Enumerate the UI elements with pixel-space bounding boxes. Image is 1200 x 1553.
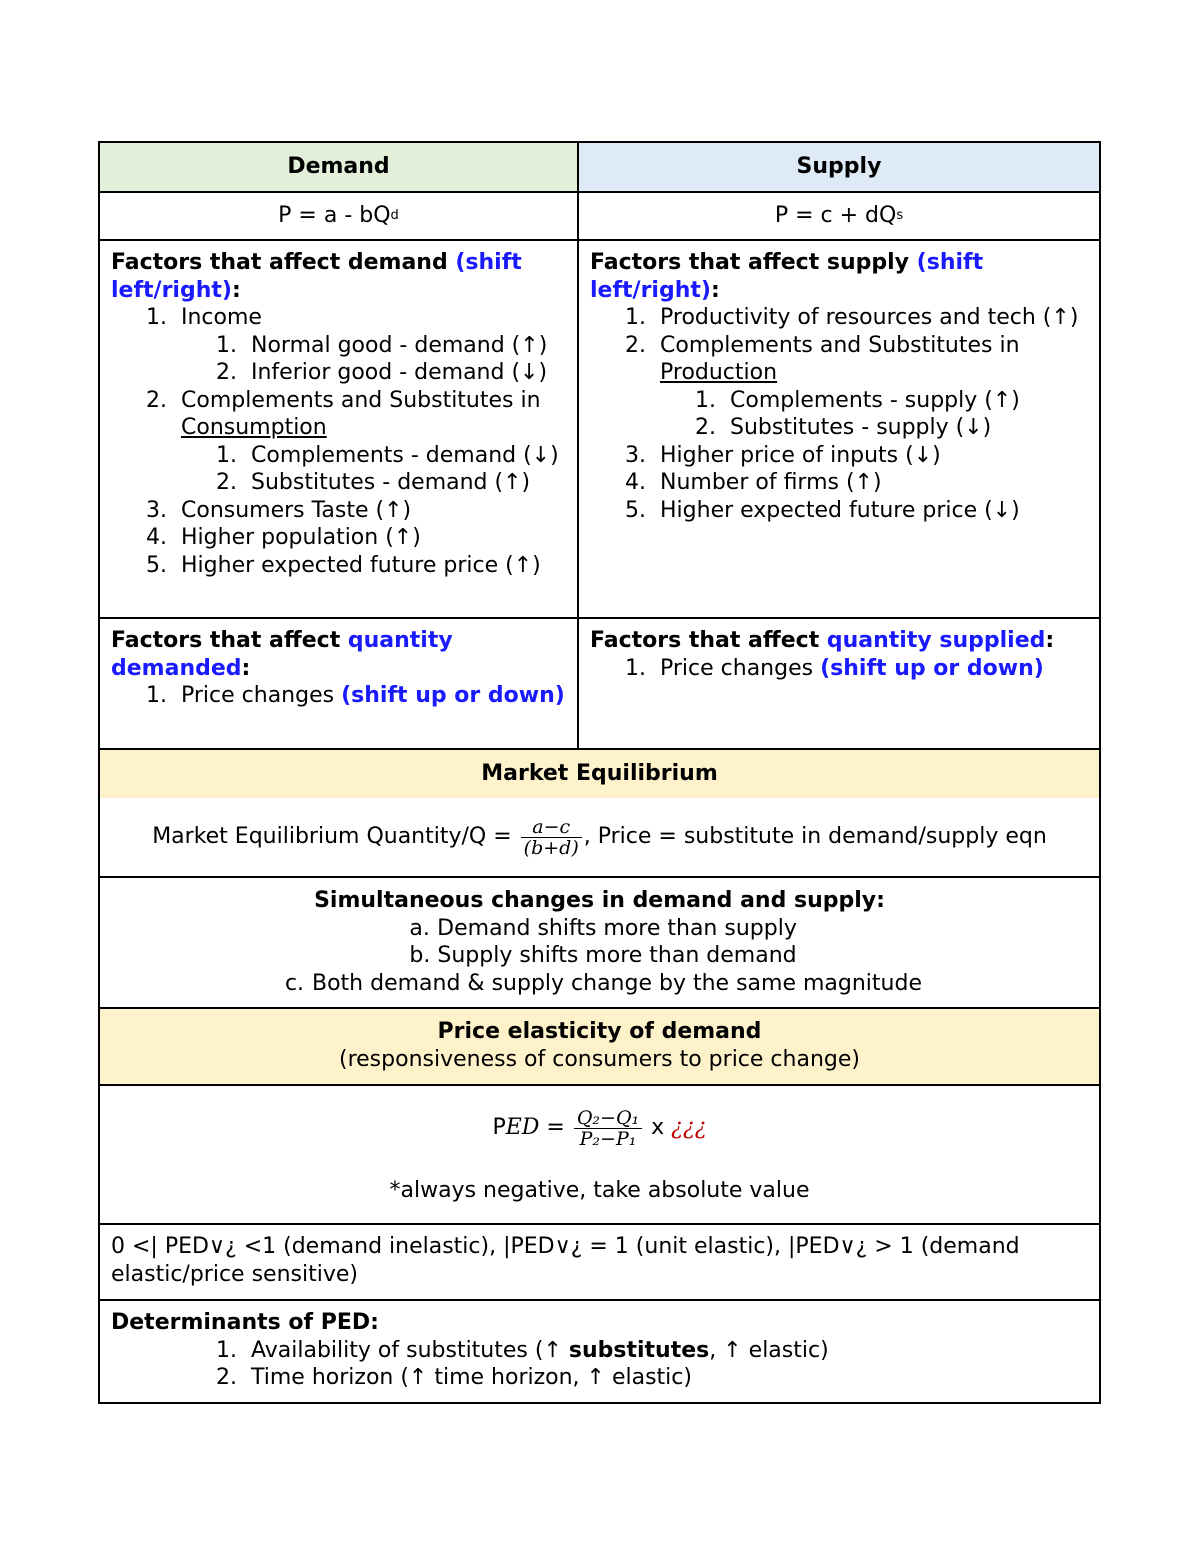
list-number: 2. [216,360,237,385]
list-number: 4. [625,470,646,495]
list-text: Complements and Substitutes in [181,387,541,413]
market-eq-suffix: , Price = substitute in demand/supply eqn [583,824,1047,850]
list-number: 2. [695,415,716,440]
fraction-denominator: P₂−P₁ [579,1127,637,1150]
simultaneous-changes [100,878,1099,1007]
simultaneous-row [100,876,1099,1007]
list-text: Availability of substitutes (↑ [251,1337,569,1363]
ped-ranges-row [100,1223,1099,1299]
list-underlined-text: Production [660,360,778,385]
list-number: 1. [216,442,237,468]
demand-formula-sub: d [390,208,399,224]
ped-header-row [100,1007,1099,1084]
list-number: 1. [695,387,716,413]
ped-formula-cell [100,1086,1099,1223]
determinants-row [100,1299,1099,1402]
fraction-numerator: Q₂−Q₁ [574,1108,642,1129]
demand-formula [100,193,579,239]
list-underlined-text: Consumption [181,415,327,440]
fraction-numerator: a−c [521,817,582,838]
demand-factors-title [111,249,567,304]
demand-factors [100,241,579,617]
quantity-demanded-factors [100,619,579,748]
ped-header [100,1009,1099,1084]
market-eq-header-row [100,748,1099,796]
list-blue-text: (shift up or down) [820,655,1044,681]
supply-shift-note: (shift left/right) [590,250,984,303]
list-text: Demand shifts more than supply [437,915,797,941]
list-item [146,497,567,525]
list-number: 5. [625,497,646,523]
quantity-factors-row [100,617,1099,748]
list-text: Complements - supply (↑) [730,387,1020,413]
list-item [216,1364,1089,1392]
list-text: Higher expected future price (↑) [181,552,541,578]
demand-header: Demand [100,143,579,191]
list-number: 1. [625,305,646,330]
qs-title [590,627,1089,655]
list-item [625,332,1089,387]
list-number: 2. [216,470,237,495]
ped-formula-row [100,1084,1099,1223]
qd-title [111,627,567,682]
simultaneous-title: Simultaneous changes in demand and supply: [314,888,885,913]
qs-heading: Factors that affect [590,628,827,653]
list-item [216,359,567,387]
list-text: Substitutes - supply (↓) [730,415,992,440]
supply-formula-sub: s [896,208,904,224]
list-text: Consumers Taste (↑) [181,497,412,523]
list-number: 2. [146,387,167,413]
determinants-title: Determinants of PED: [111,1310,379,1335]
market-eq-formula-row [100,796,1099,876]
formula-row [100,191,1099,239]
supply-factors-title [590,249,1089,304]
qd-blue-term: quantity demanded [111,628,453,681]
list-item [146,552,567,580]
list-number: 2. [625,332,646,358]
list-item [100,915,1099,943]
list-item [146,682,567,710]
list-text: Productivity of resources and tech (↑) [660,305,1079,330]
list-number: 1. [216,1337,237,1363]
list-number: 1. [625,655,646,681]
list-text: Complements and Substitutes in [660,332,1020,358]
list-number: 2. [216,1365,237,1390]
supply-formula-text: P = c + dQ [774,203,897,229]
list-item [625,655,1089,683]
list-item [695,387,1089,415]
list-letter: b. [409,943,431,968]
list-text: Both demand & supply change by the same magnitude [312,970,922,996]
ped-formula [100,1098,1099,1158]
ped-ranges: 0 <| PED∨¿ <1 (demand inelastic), |PED∨¿ = 1 (unit elastic), |PED∨¿ > 1 (demand elastic/price sensitive) [111,1234,1020,1287]
demand-formula-text: P = a - bQ [278,203,391,229]
qs-colon: : [1045,628,1055,653]
list-text: Price changes [181,683,342,708]
list-item [146,524,567,552]
list-text: , ↑ elastic) [709,1337,829,1363]
list-text: Price changes [660,655,821,681]
list-number: 3. [625,442,646,468]
ped-lhs-ed: ED [505,1115,540,1141]
list-item [625,497,1089,525]
list-item [146,387,567,442]
list-letter: a. [409,915,430,941]
list-item [100,970,1099,998]
supply-factors-heading: Factors that affect supply [590,250,917,275]
factors-row [100,239,1099,617]
list-text: Supply shifts more than demand [437,943,797,968]
list-text: Income [181,305,262,330]
market-eq-formula [100,798,1099,876]
market-eq-header: Market Equilibrium [100,750,1099,798]
ped-subtitle: (responsiveness of consumers to price change) [339,1046,860,1072]
list-item [216,332,567,360]
ped-fraction [574,1108,642,1149]
list-text: Complements - demand (↓) [251,442,559,468]
list-number: 5. [146,552,167,578]
ped-equals: = [539,1115,572,1141]
list-bold-text: substitutes [568,1337,710,1363]
list-text: Substitutes - demand (↑) [251,470,531,495]
ped-note: *always negative, take absolute value [389,1178,810,1203]
market-eq-fraction [521,817,582,858]
list-number: 1. [146,683,167,708]
demand-factors-colon: : [231,277,241,303]
list-number: 1. [146,305,167,330]
list-text: Higher price of inputs (↓) [660,442,941,468]
fraction-denominator: (b+d) [523,836,579,859]
list-item [695,414,1089,442]
demand-shift-note: (shift left/right) [111,250,522,303]
qd-heading: Factors that affect [111,628,348,653]
list-number: 3. [146,497,167,523]
list-item [625,304,1089,332]
list-text: Time horizon (↑ time horizon, ↑ elastic) [251,1365,692,1390]
supply-factors [579,241,1099,617]
supply-factors-colon: : [710,277,720,303]
list-text: Higher population (↑) [181,525,421,550]
list-number: 4. [146,525,167,550]
list-number: 1. [216,332,237,358]
ped-times: x [644,1115,672,1141]
header-row [100,143,1099,191]
list-text: Higher expected future price (↓) [660,497,1020,523]
ped-title: Price elasticity of demand [437,1019,762,1044]
market-eq-prefix: Market Equilibrium Quantity/Q = [152,824,519,850]
list-letter: c. [284,970,305,996]
list-item [100,942,1099,970]
quantity-supplied-factors [579,619,1099,748]
qd-colon: : [241,655,251,681]
list-item [146,304,567,332]
qs-blue-term: quantity supplied [826,628,1046,653]
list-text: Number of firms (↑) [660,470,882,495]
list-item [216,469,567,497]
list-blue-text: (shift up or down) [341,683,565,708]
supply-formula [579,193,1099,239]
demand-factors-heading: Factors that affect demand [111,250,456,275]
determinants [100,1301,1099,1402]
ped-lhs-p: P [492,1115,506,1141]
list-text: Inferior good - demand (↓) [251,360,548,385]
list-item [625,442,1089,470]
list-item [625,469,1089,497]
ped-garbled-symbols: ¿¿¿ [671,1115,707,1141]
list-item [216,1337,1089,1365]
cheat-sheet-table [98,141,1101,1404]
list-item [216,442,567,470]
supply-header: Supply [579,143,1099,191]
list-text: Normal good - demand (↑) [251,332,548,358]
